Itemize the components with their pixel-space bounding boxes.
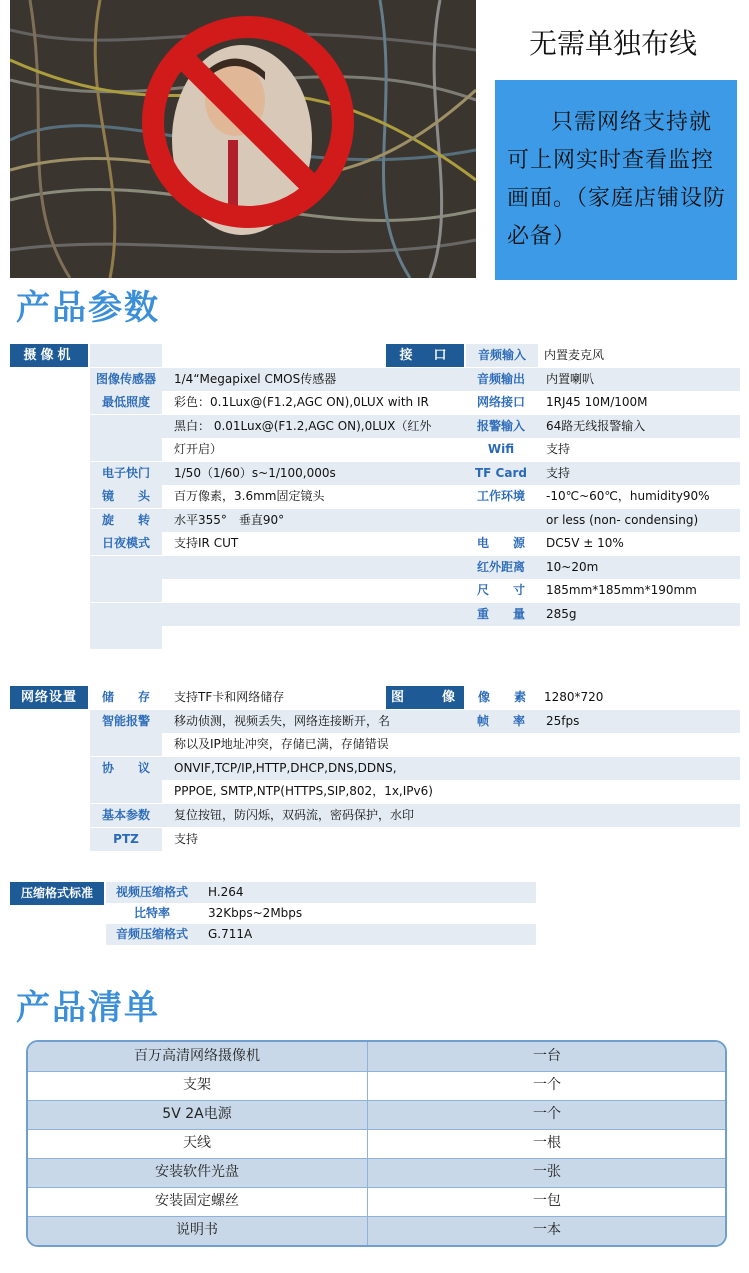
table-row — [90, 509, 740, 532]
table-row — [90, 368, 740, 391]
spec-label: 比特率 — [133, 906, 170, 920]
spec-label: 工作环境 — [476, 489, 525, 503]
list-item-qty: 一根 — [367, 1129, 726, 1158]
spec-value: 内置麦克风 — [544, 348, 605, 362]
spec-value: 复位按钮，防闪烁，双码流，密码保护，水印 — [174, 807, 415, 822]
table-row — [90, 626, 740, 649]
spec-value: 1/4“Megapixel CMOS传感器 — [174, 371, 337, 386]
spec-value: 支持 — [546, 465, 571, 480]
table-header-row — [10, 344, 740, 367]
list-item — [28, 1042, 725, 1071]
spec-value: 185mm*185mm*190mm — [546, 583, 697, 597]
list-item — [28, 1100, 725, 1129]
table-row — [106, 924, 536, 945]
list-heading: 产品清单 — [16, 988, 160, 1028]
spec-label — [90, 556, 162, 579]
spec-label: 储 存 — [101, 690, 150, 704]
list-item-qty: 一包 — [367, 1187, 726, 1216]
spec-label: 协 议 — [101, 760, 150, 775]
spec-value: 64路无线报警输入 — [546, 418, 646, 433]
spec-label — [90, 626, 162, 649]
spec-label: 红外距离 — [476, 559, 525, 574]
table-row — [90, 556, 740, 579]
spec-value: 1280*720 — [544, 690, 604, 704]
spec-label: 帧 率 — [476, 713, 525, 728]
spec-value: 黑白： 0.01Lux@(F1.2,AGC ON),0LUX（红外 — [174, 418, 432, 433]
spec-label: 镜 头 — [90, 485, 162, 508]
spec-value: PPPOE, SMTP,NTP(HTTPS,SIP,802，1x,IPv6) — [174, 784, 433, 799]
table-row — [90, 780, 740, 803]
list-item — [28, 1216, 725, 1245]
camera-header: 摄像机 — [10, 344, 88, 367]
spec-label — [90, 415, 162, 438]
list-item-name: 百万高清网络摄像机 — [134, 1048, 260, 1064]
spec-value: 支持TF卡和网络储存 — [174, 690, 285, 704]
spec-label: 基本参数 — [101, 807, 150, 822]
list-item-qty: 一个 — [367, 1100, 726, 1129]
network-header: 网络设置 — [10, 686, 88, 709]
spec-label: 日夜模式 — [90, 532, 162, 555]
spec-value: 10~20m — [546, 559, 599, 574]
spec-value: 支持IR CUT — [174, 536, 239, 550]
list-item-qty: 一台 — [367, 1042, 726, 1071]
table-header-row — [10, 686, 740, 709]
spec-label: TF Card — [475, 465, 527, 480]
list-item-qty: 一个 — [367, 1071, 726, 1100]
table-row — [90, 710, 740, 733]
interface-header: 接 口 — [386, 344, 464, 367]
spec-value: 285g — [546, 606, 577, 621]
table-row — [90, 462, 740, 485]
hero-title: 无需单独布线 — [528, 27, 697, 60]
list-item-name: 支架 — [183, 1077, 211, 1093]
spec-label — [90, 603, 162, 626]
spec-label: 电子快门 — [101, 465, 150, 480]
spec-value: 百万像素，3.6mm固定镜头 — [174, 489, 325, 503]
table-row — [106, 903, 536, 924]
spec-label: 视频压缩格式 — [115, 885, 188, 899]
spec-label — [466, 509, 536, 532]
spec-value: 1RJ45 10M/100M — [546, 395, 648, 409]
spec-label: 最低照度 — [90, 391, 162, 414]
spec-label — [90, 438, 162, 461]
table-row — [90, 579, 740, 602]
spec-label: 图像传感器 — [95, 371, 156, 386]
list-item-name: 安装软件光盘 — [155, 1164, 239, 1180]
spec-value: DC5V ± 10% — [546, 536, 624, 550]
table-row — [90, 415, 740, 438]
spec-label — [90, 733, 162, 756]
spec-label: 智能报警 — [101, 713, 150, 728]
spec-value: 25fps — [546, 713, 580, 728]
table-header-row — [10, 882, 106, 905]
spec-value: 内置喇叭 — [546, 371, 595, 386]
list-item-name: 天线 — [183, 1135, 211, 1151]
compression-header: 压缩格式标准 — [10, 882, 104, 905]
list-item — [28, 1129, 725, 1158]
spec-value: 移动侦测，视频丢失，网络连接断开，名 — [174, 713, 391, 728]
spec-value: 水平355° 垂直90° — [174, 512, 285, 527]
spec-label: PTZ — [90, 828, 162, 851]
list-item-qty: 一本 — [367, 1216, 726, 1245]
table-row — [90, 828, 740, 851]
spec-label: 网络接口 — [476, 395, 525, 409]
table-row — [90, 804, 740, 827]
table-row — [90, 603, 740, 626]
table-row — [90, 391, 740, 414]
spec-label: 电 源 — [476, 536, 525, 550]
spec-label — [90, 780, 162, 803]
table-row — [90, 757, 740, 780]
hero-image — [10, 0, 476, 278]
spec-value: 灯开启） — [174, 442, 223, 456]
spec-value: 支持 — [546, 442, 571, 456]
spec-value: G.711A — [208, 927, 253, 941]
list-item-name: 说明书 — [176, 1222, 218, 1238]
list-item — [28, 1158, 725, 1187]
spec-label: 尺 寸 — [476, 583, 525, 597]
spec-value: ONVIF,TCP/IP,HTTP,DHCP,DNS,DDNS, — [174, 760, 397, 775]
table-row — [90, 485, 740, 508]
table-row — [90, 532, 740, 555]
table-row — [106, 882, 536, 903]
hero-description: 只需网络支持就可上网实时查看监控画面。（家庭店铺设防必备） — [495, 80, 737, 280]
spec-label: Wifi — [487, 442, 515, 456]
spec-value: 称以及IP地址冲突，存储已满，存储错误 — [174, 737, 389, 752]
spec-value: H.264 — [208, 885, 244, 899]
spec-value: 1/50（1/60）s~1/100,000s — [174, 465, 336, 480]
table-row — [90, 438, 740, 461]
spec-label: 重 量 — [476, 606, 525, 621]
spec-value: -10℃~60℃，humidity90% — [546, 489, 710, 503]
spec-value: 支持 — [174, 831, 199, 846]
spec-label: 音频输入 — [466, 344, 538, 367]
spec-label: 音频输出 — [476, 371, 525, 386]
table-row — [90, 733, 740, 756]
spec-value: 彩色：0.1Lux@(F1.2,AGC ON),0LUX with IR — [174, 395, 429, 409]
spec-label: 旋 转 — [101, 512, 150, 527]
list-item — [28, 1071, 725, 1100]
spec-value: 32Kbps~2Mbps — [208, 906, 303, 920]
spec-label — [90, 579, 162, 602]
spec-label: 像 素 — [477, 690, 526, 704]
spec-value: or less (non- condensing) — [546, 512, 699, 527]
specs-heading: 产品参数 — [16, 288, 160, 328]
list-item-name: 安装固定螺丝 — [155, 1193, 239, 1209]
list-item — [28, 1187, 725, 1216]
spec-label: 音频压缩格式 — [115, 927, 188, 941]
list-item-qty: 一张 — [367, 1158, 726, 1187]
product-list-table — [26, 1040, 727, 1247]
image-header: 图 像 — [386, 686, 464, 709]
spec-label: 报警输入 — [476, 418, 525, 433]
list-item-name: 5V 2A电源 — [162, 1106, 232, 1122]
